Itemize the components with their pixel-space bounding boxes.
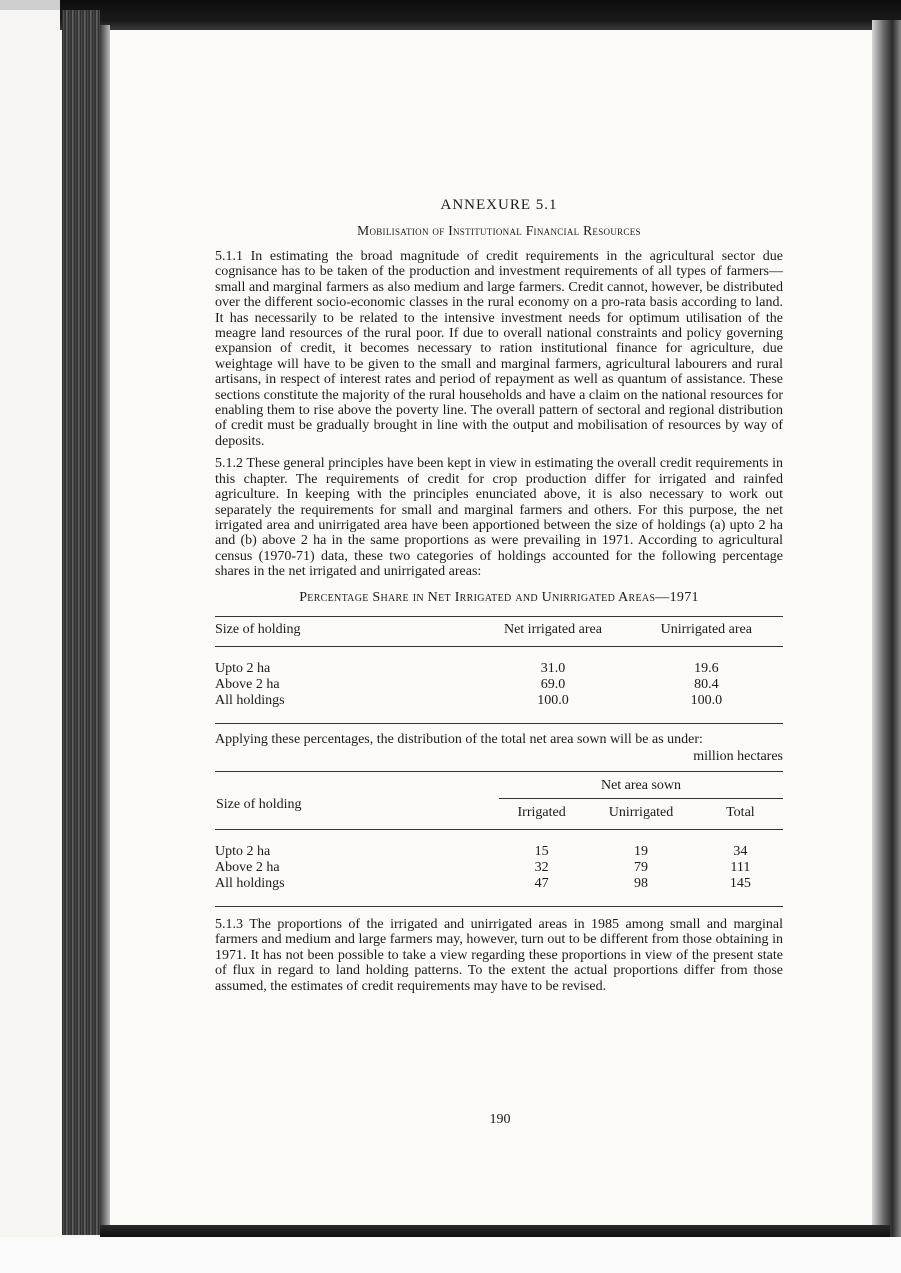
table-cell: 19.6 [694, 660, 719, 676]
table-group-header-row [215, 771, 783, 798]
row-header: Size of holding [215, 771, 499, 829]
table-cell: 34 [733, 843, 748, 859]
table-cell: All holdings [215, 692, 285, 708]
scan-corner [0, 0, 60, 10]
table-cell: 79 [634, 859, 648, 875]
net-area-sown-table [215, 771, 783, 907]
table-cell: Upto 2 ha [215, 843, 271, 859]
book-binding [62, 10, 100, 1235]
column-header: Net irrigated area [476, 616, 629, 646]
paragraph-5-1-1: 5.1.1 In estimating the broad magnitude of credit requirements in the agricultural sector due cognisance has to be taken of the production and investment requirements of all types of farmers—small and marginal farmers as also medium and large farmers. Credit cannot, however, be distributed over the different socio-economic classes in the rural economy on a pro-rata basis according to land. It has necessarily to be related to the intensive investment needs for optimum utilisation of the meagre land resources of the rural poor. If due to overall national constraints and policy governing expansion of credit, it becomes necessary to ration institutional finance for agriculture, due weightage will have to be given to the small and marginal farmers, agricultural labourers and rural artisans, in respect of interest rates and period of repayment as well as quantum of assistance. These sections constitute the majority of the rural households and have a claim on the national resources for enabling them to rise above the poverty line. The overall pattern of sectoral and regional distribution of credit must be gradually brought in line with the output and mobilisation of resources by way of deposits. [215, 249, 783, 449]
table-row [215, 829, 783, 860]
column-header: Unirrigated [584, 798, 698, 829]
table-row [215, 677, 783, 693]
table-cell: 31.0 [540, 660, 566, 676]
group-header: Net area sown [499, 771, 783, 798]
table-row [215, 860, 783, 876]
table-cell: 47 [534, 875, 549, 891]
scan-right-edge [872, 20, 901, 1240]
column-header: Irrigated [499, 798, 584, 829]
scan-bottom-edge [100, 1225, 890, 1237]
binding-shadow [100, 25, 110, 1235]
page-number: 190 [489, 1112, 511, 1127]
table-cell: 145 [729, 875, 751, 891]
paragraph-5-1-2: 5.1.2 These general principles have been kept in view in estimating the overall credit requirements in this chapter. The requirements of credit for crop production differ for irrigated and rainfed agriculture. In keeping with the principles enunciated above, it is also necessary to work out separately the requirements for small and marginal farmers and others. For this purpose, the net irrigated area and unirrigated area have been apportioned between the size of holdings (a) upto 2 ha and (b) above 2 ha in the same proportions as were prevailing in 1971. According to agricultural census (1970-71) data, these two categories of holdings accounted for the following percentage shares in the net irrigated and unirrigated areas: [215, 456, 783, 580]
table-cell: 80.4 [694, 676, 719, 692]
table1-caption: Percentage Share in Net Irrigated and Unirrigated Areas—1971 [299, 589, 699, 605]
table-cell: Above 2 ha [215, 859, 280, 875]
document-body [215, 197, 783, 1001]
table-cell: 15 [534, 843, 549, 859]
scan-top-edge [60, 0, 901, 30]
table-cell: 32 [534, 859, 549, 875]
table-row [215, 693, 783, 724]
table-cell: 19 [634, 843, 648, 859]
table-cell: All holdings [215, 875, 285, 891]
table-cell: 98 [634, 875, 648, 891]
table-row [215, 876, 783, 907]
section-title: Mobilisation of Institutional Financial Resources [357, 223, 641, 238]
table-header-row [215, 616, 783, 646]
paragraph-applying: Applying these percentages, the distribution of the total net area sown will be as under: [215, 731, 703, 747]
annexure-title: ANNEXURE 5.1 [440, 197, 558, 213]
paragraph-5-1-3: 5.1.3 The proportions of the irrigated and unirrigated areas in 1985 among small and marginal farmers and medium and large farmers may, however, turn out to be different from those obtaining in 1971. It has not been possible to take a view regarding these proportions in view of the present state of flux in regard to land holding patterns. To the extent the actual proportions differ from those assumed, the estimates of credit requirements may have to be revised. [215, 916, 783, 994]
column-header: Unirrigated area [630, 616, 783, 646]
table-cell: 100.0 [690, 692, 723, 708]
scan-margin-bottom [0, 1237, 901, 1273]
percentage-share-table [215, 616, 783, 724]
unit-label: million hectares [693, 748, 783, 764]
table-cell: Above 2 ha [215, 676, 280, 692]
table-cell: 111 [730, 859, 751, 875]
table-cell: 69.0 [540, 676, 566, 692]
column-header: Total [698, 798, 783, 829]
table-cell: Upto 2 ha [215, 660, 271, 676]
column-header: Size of holding [215, 616, 476, 646]
table-row [215, 646, 783, 677]
table-cell: 100.0 [537, 692, 569, 708]
